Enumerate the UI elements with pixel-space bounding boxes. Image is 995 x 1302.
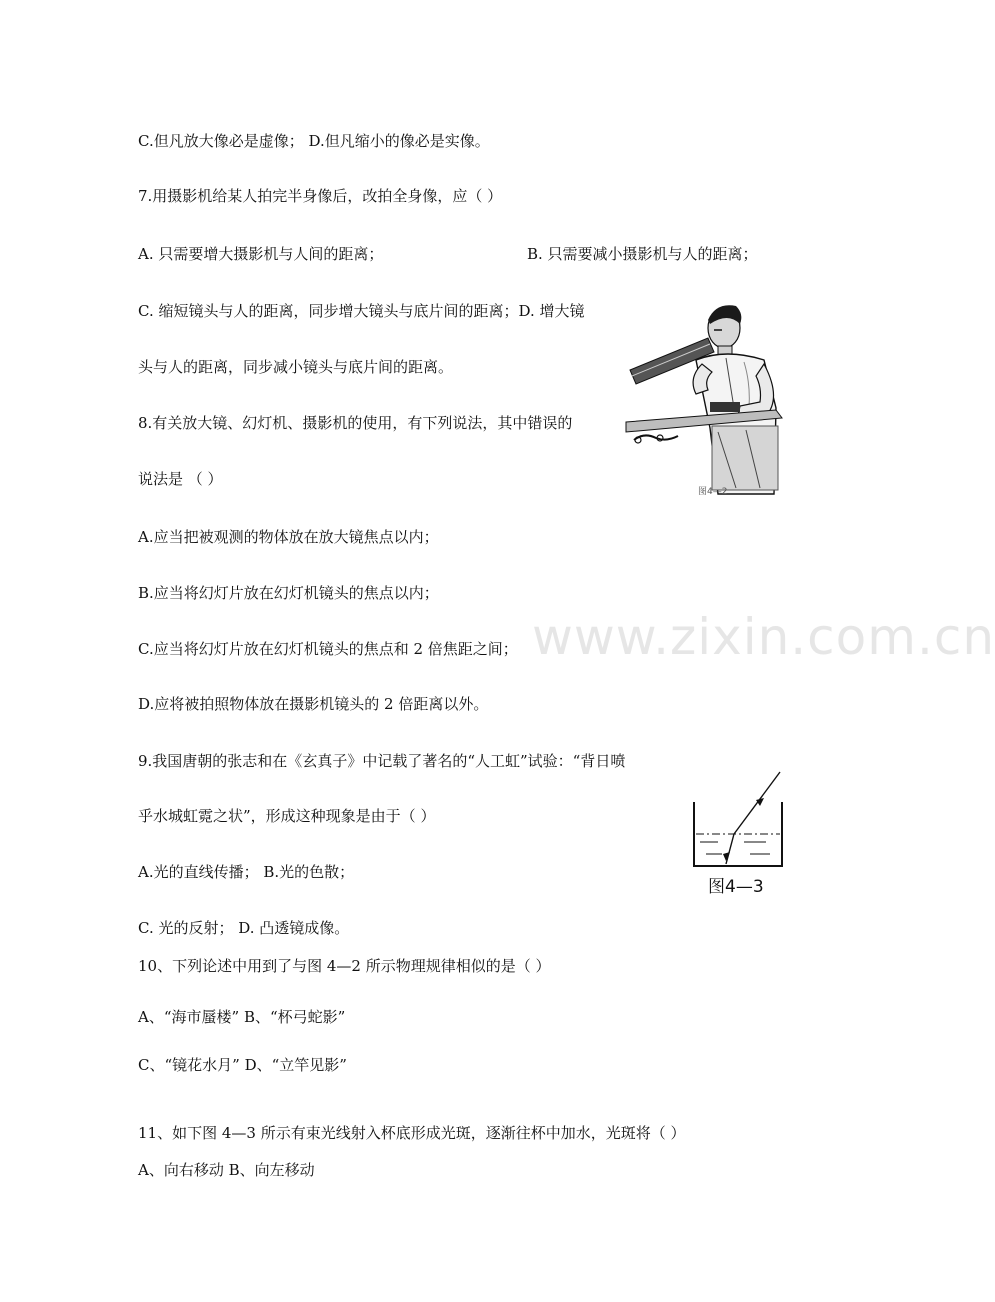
q7-option-a: A. 只需要增大摄影机与人间的距离； xyxy=(138,245,384,263)
figure-4-2-caption: 图4—2 xyxy=(698,487,728,497)
q7-option-cd-line1: C. 缩短镜头与人的距离，同步增大镜头与底片间的距离；D. 增大镜 xyxy=(138,302,585,320)
figure-4-2-illustration xyxy=(626,298,790,500)
question-8-cont: 说法是 （ ） xyxy=(138,470,223,488)
question-9: 9.我国唐朝的张志和在《玄真子》中记载了著名的“人工虹”试验：“背日喷 xyxy=(138,752,626,770)
question-8: 8.有关放大镜、幻灯机、摄影机的使用，有下列说法，其中错误的 xyxy=(138,414,573,432)
q11-options-ab: A、向右移动 B、向左移动 xyxy=(138,1161,315,1179)
figure-4-3-diagram xyxy=(688,768,788,900)
figure-4-3-caption: 图4—3 xyxy=(708,877,764,897)
q10-options-ab: A、“海市蜃楼” B、“杯弓蛇影” xyxy=(138,1008,346,1026)
question-10: 10、下列论述中用到了与图 4—2 所示物理规律相似的是（ ） xyxy=(138,957,551,975)
q9-options-cd: C. 光的反射； D. 凸透镜成像。 xyxy=(138,919,350,937)
watermark: www.zixin.com.cn xyxy=(532,608,995,666)
question-11: 11、如下图 4—3 所示有束光线射入杯底形成光斑，逐渐往杯中加水，光斑将（ ） xyxy=(138,1124,686,1142)
question-7: 7.用摄影机给某人拍完半身像后，改拍全身像，应（ ） xyxy=(138,187,503,205)
q8-option-a: A.应当把被观测的物体放在放大镜焦点以内； xyxy=(138,528,439,546)
question-9-cont: 乎水城虹霓之状”，形成这种现象是由于（ ） xyxy=(138,807,436,825)
q8-option-c: C.应当将幻灯片放在幻灯机镜头的焦点和 2 倍焦距之间； xyxy=(138,640,518,658)
q7-option-cd-line2: 头与人的距离，同步减小镜头与底片间的距离。 xyxy=(138,358,454,376)
q8-option-b: B.应当将幻灯片放在幻灯机镜头的焦点以内； xyxy=(138,584,439,602)
q6-options-cd: C.但凡放大像必是虚像； D.但凡缩小的像必是实像。 xyxy=(138,132,490,150)
q10-options-cd: C、“镜花水月” D、“立竿见影” xyxy=(138,1056,347,1074)
q8-option-d: D.应将被拍照物体放在摄影机镜头的 2 倍距离以外。 xyxy=(138,695,489,713)
q7-option-b: B. 只需要减小摄影机与人的距离； xyxy=(527,245,758,263)
q9-options-ab: A.光的直线传播； B.光的色散； xyxy=(138,863,355,881)
